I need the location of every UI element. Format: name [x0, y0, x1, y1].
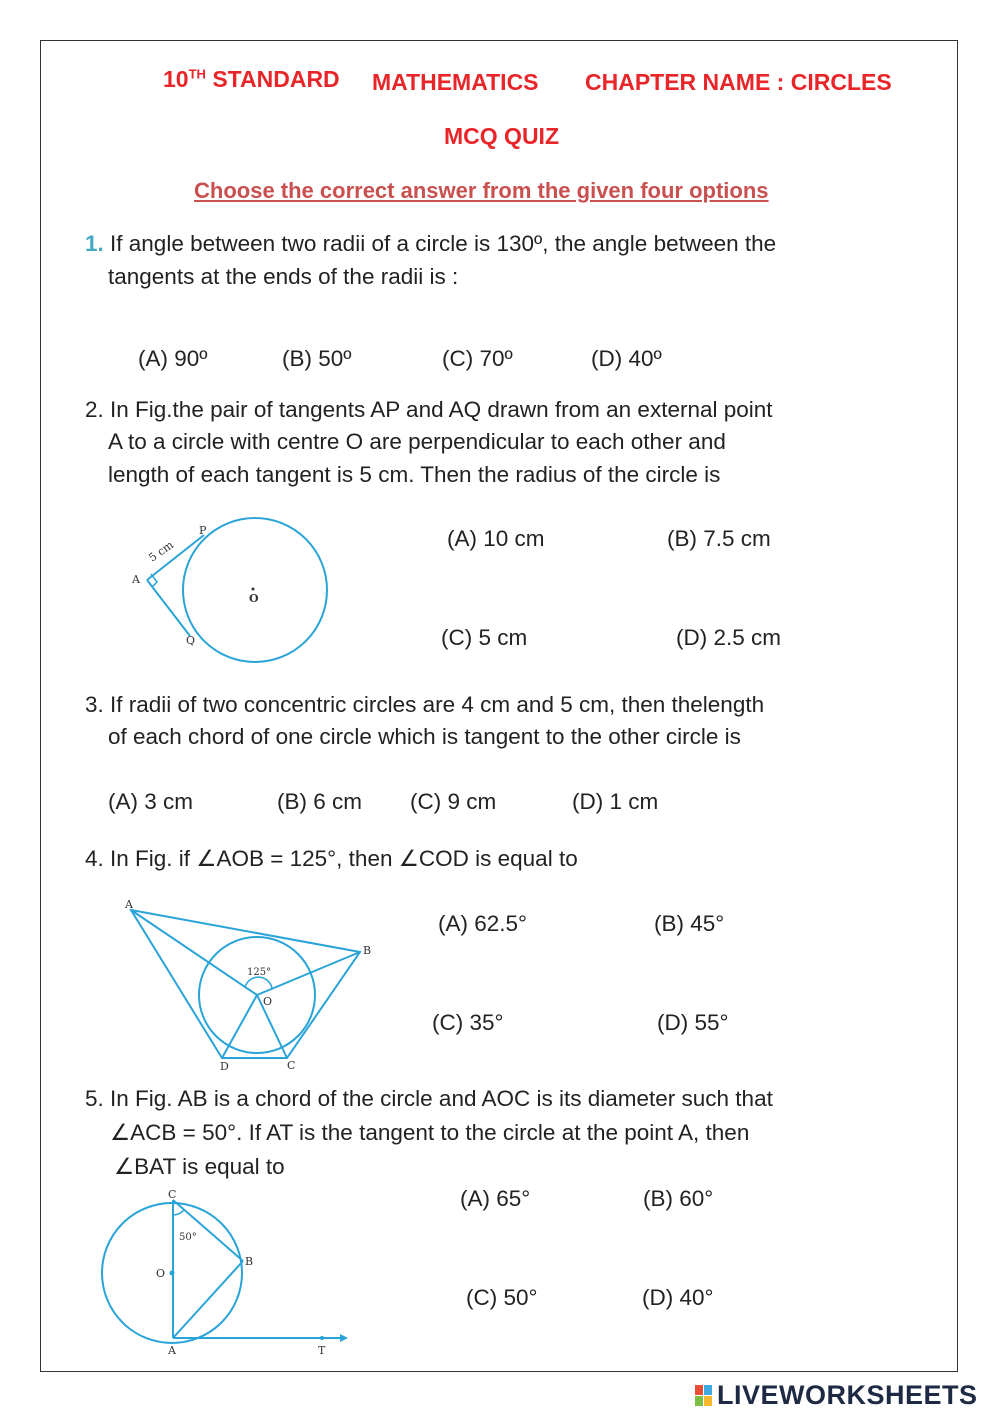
fig5-label-t: T: [318, 1344, 326, 1357]
q5-option-d[interactable]: (D) 40°: [642, 1285, 714, 1310]
q1-option-b[interactable]: (B) 50º: [282, 346, 352, 371]
q4-option-a[interactable]: (A) 62.5°: [438, 911, 528, 936]
q2-option-d[interactable]: (D) 2.5 cm: [676, 625, 782, 650]
question-1: 1. If angle between two radii of a circle is 130º, the angle between the: [85, 231, 777, 256]
fig4-label-d: D: [220, 1060, 229, 1073]
q3-option-b[interactable]: (B) 6 cm: [277, 789, 363, 814]
fig4-label-125: 125°: [247, 967, 272, 978]
question-2-line-3: length of each tangent is 5 cm. Then the radius of the circle is: [108, 462, 721, 487]
q4-option-c[interactable]: (C) 35°: [432, 1010, 504, 1035]
q3-option-a[interactable]: (A) 3 cm: [108, 789, 194, 814]
fig4-label-o: O: [263, 995, 273, 1008]
question-3-line-2: of each chord of one circle which is tangent to the other circle is: [108, 724, 741, 749]
fig5-label-50: 50°: [179, 1232, 197, 1243]
question-3: 3. If radii of two concentric circles are 4 cm and 5 cm, then thelength: [85, 692, 765, 717]
question-4: 4. In Fig. if ∠AOB = 125°, then ∠COD is equal to: [85, 846, 578, 871]
q4-option-b[interactable]: (B) 45°: [654, 911, 725, 936]
chapter-heading: CHAPTER NAME : CIRCLES: [585, 69, 892, 95]
fig5-label-c: C: [168, 1188, 177, 1201]
fig5-label-o: O: [156, 1267, 166, 1280]
question-1-line-2: tangents at the ends of the radii is :: [108, 264, 459, 289]
q2-option-a[interactable]: (A) 10 cm: [447, 526, 545, 551]
q2-option-b[interactable]: (B) 7.5 cm: [667, 526, 771, 551]
instruction-text: Choose the correct answer from the given four options: [194, 178, 769, 203]
fig4-label-a: A: [125, 898, 133, 911]
fig4-label-b: B: [363, 944, 372, 957]
question-2: 2. In Fig.the pair of tangents AP and AQ drawn from an external point: [85, 397, 773, 422]
fig2-label-q: Q: [186, 634, 196, 647]
q1-option-d[interactable]: (D) 40º: [591, 346, 662, 371]
q1-option-a[interactable]: (A) 90º: [138, 346, 208, 371]
brand-icon: [695, 1385, 713, 1407]
question-2-line-2: A to a circle with centre O are perpendicular to each other and: [108, 429, 726, 454]
liveworksheets-logo: LIVEWORKSHEETS: [695, 1380, 978, 1411]
fig5-label-b: B: [245, 1255, 254, 1268]
subject-heading: MATHEMATICS: [372, 69, 539, 95]
question-5-line-2: ∠ACB = 50°. If AT is the tangent to the circle at the point A, then: [110, 1120, 750, 1145]
question-5: 5. In Fig. AB is a chord of the circle and AOC is its diameter such that: [85, 1086, 773, 1111]
fig5-label-a: A: [168, 1344, 176, 1357]
q5-option-b[interactable]: (B) 60°: [643, 1186, 714, 1211]
grade-heading: 10TH STANDARD: [163, 66, 340, 92]
question-5-line-3: ∠BAT is equal to: [114, 1154, 285, 1179]
fig2-label-a: A: [132, 573, 140, 586]
figure-quadrilateral-circle: [115, 890, 385, 1075]
q4-option-d[interactable]: (D) 55°: [657, 1010, 729, 1035]
fig2-label-5cm: 5 cm: [146, 538, 176, 565]
q5-option-c[interactable]: (C) 50°: [466, 1285, 538, 1310]
q1-option-c[interactable]: (C) 70º: [442, 346, 513, 371]
figure-chord-tangent: [95, 1185, 365, 1360]
figure-tangents-circle: [125, 510, 340, 670]
quiz-title: MCQ QUIZ: [444, 123, 559, 149]
fig4-label-c: C: [287, 1059, 296, 1072]
question-number: 1.: [85, 231, 104, 256]
q3-option-c[interactable]: (C) 9 cm: [410, 789, 497, 814]
q2-option-c[interactable]: (C) 5 cm: [441, 625, 528, 650]
q3-option-d[interactable]: (D) 1 cm: [572, 789, 659, 814]
fig2-label-p: P: [199, 524, 207, 537]
q5-option-a[interactable]: (A) 65°: [460, 1186, 531, 1211]
fig2-label-o: O: [249, 592, 259, 605]
